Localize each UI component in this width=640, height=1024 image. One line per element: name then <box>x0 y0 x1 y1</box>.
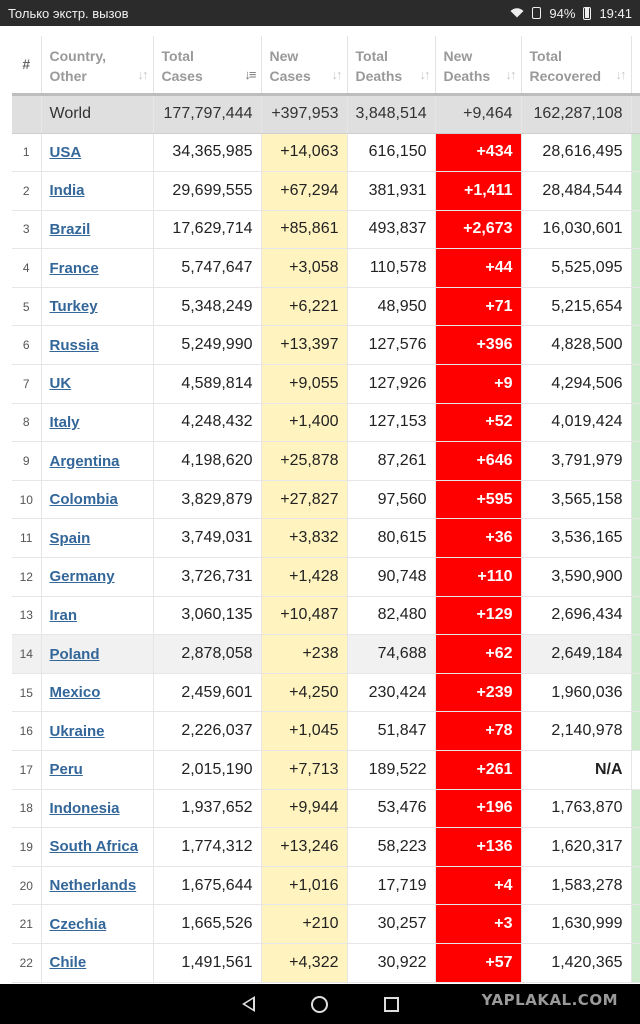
total-cases-cell: 17,629,714 <box>153 210 261 249</box>
country-link[interactable] <box>41 558 153 597</box>
country-link[interactable] <box>41 789 153 828</box>
new-deaths-cell: +595 <box>435 480 521 519</box>
status-bar <box>0 0 640 26</box>
new-deaths-cell: +62 <box>435 635 521 674</box>
web-page[interactable] <box>0 26 640 984</box>
country-name[interactable]: Russia <box>49 336 99 354</box>
total-recovered-cell: 2,649,184 <box>521 635 631 674</box>
table-row <box>12 751 640 790</box>
country-name[interactable]: Iran <box>49 606 78 624</box>
total-recovered-cell: 4,828,500 <box>521 326 631 365</box>
row-rank: 4 <box>12 249 41 288</box>
row-rank: 13 <box>12 596 41 635</box>
new-deaths-cell: +3 <box>435 905 521 944</box>
country-name[interactable]: Germany <box>49 568 115 586</box>
table-row <box>12 133 640 172</box>
new-cases-cell: +85,861 <box>261 210 347 249</box>
total-deaths-cell: 110,578 <box>347 249 435 288</box>
total-deaths-cell: 493,837 <box>347 210 435 249</box>
row-rank: 16 <box>12 712 41 751</box>
table-row <box>12 442 640 481</box>
row-edge <box>631 519 640 558</box>
total-recovered-cell: 4,294,506 <box>521 365 631 404</box>
new-deaths-cell: +396 <box>435 326 521 365</box>
total-recovered-cell: 28,616,495 <box>521 133 631 172</box>
row-edge <box>631 133 640 172</box>
country-link[interactable] <box>41 905 153 944</box>
country-name[interactable]: Italy <box>49 413 80 431</box>
country-link[interactable] <box>41 287 153 326</box>
total-cases-cell: 5,348,249 <box>153 287 261 326</box>
row-rank: 9 <box>12 442 41 481</box>
new-deaths-cell: +646 <box>435 442 521 481</box>
sort-icon[interactable]: ↓↑ <box>505 66 515 82</box>
world-edge <box>631 94 640 133</box>
sort-active-icon[interactable]: ↓≡ <box>244 66 255 82</box>
new-deaths-cell: +57 <box>435 943 521 982</box>
country-link[interactable] <box>41 133 153 172</box>
total-deaths-cell: 48,950 <box>347 287 435 326</box>
country-link[interactable] <box>41 866 153 905</box>
row-edge <box>631 943 640 982</box>
row-edge <box>631 172 640 211</box>
country-name[interactable]: South Africa <box>49 838 139 856</box>
new-deaths-cell: +196 <box>435 789 521 828</box>
new-deaths-cell: +110 <box>435 558 521 597</box>
total-recovered-cell: 16,030,601 <box>521 210 631 249</box>
country-name[interactable]: Netherlands <box>49 877 137 895</box>
country-name[interactable]: India <box>49 182 85 200</box>
country-link[interactable] <box>41 442 153 481</box>
country-link[interactable] <box>41 403 153 442</box>
new-cases-cell: +25,878 <box>261 442 347 481</box>
header-new-cases[interactable] <box>261 36 347 94</box>
row-rank: 5 <box>12 287 41 326</box>
new-cases-cell: +1,400 <box>261 403 347 442</box>
table-row <box>12 480 640 519</box>
country-name[interactable]: Turkey <box>49 298 98 316</box>
total-deaths-cell: 30,922 <box>347 943 435 982</box>
row-rank: 18 <box>12 789 41 828</box>
total-cases-cell: 1,491,561 <box>153 943 261 982</box>
country-name[interactable]: Brazil <box>49 220 91 238</box>
new-deaths-cell: +129 <box>435 596 521 635</box>
total-deaths-cell: 127,576 <box>347 326 435 365</box>
total-recovered-cell: 3,536,165 <box>521 519 631 558</box>
country-name[interactable]: Argentina <box>49 452 120 470</box>
total-deaths-cell: 87,261 <box>347 442 435 481</box>
new-cases-cell: +210 <box>261 905 347 944</box>
row-rank: 19 <box>12 828 41 867</box>
new-deaths-cell: +136 <box>435 828 521 867</box>
total-cases-cell: 5,249,990 <box>153 326 261 365</box>
header-total-recovered-line1: Total <box>529 48 562 64</box>
total-recovered-cell: 1,420,365 <box>521 943 631 982</box>
header-total-cases-line2: Cases <box>161 68 203 84</box>
row-edge <box>631 789 640 828</box>
new-cases-cell: +1,045 <box>261 712 347 751</box>
new-deaths-cell: +2,673 <box>435 210 521 249</box>
table-row <box>12 673 640 712</box>
country-link[interactable] <box>41 943 153 982</box>
table-row <box>12 905 640 944</box>
header-total-deaths-line2: Deaths <box>355 68 403 84</box>
total-cases-cell: 3,829,879 <box>153 480 261 519</box>
total-deaths-cell: 82,480 <box>347 596 435 635</box>
header-total-recovered-line2: Recovered <box>529 68 602 84</box>
table-row <box>12 866 640 905</box>
total-recovered-cell: 1,630,999 <box>521 905 631 944</box>
new-cases-cell: +9,055 <box>261 365 347 404</box>
new-cases-cell: +4,322 <box>261 943 347 982</box>
new-deaths-cell: +71 <box>435 287 521 326</box>
new-deaths-cell: +434 <box>435 133 521 172</box>
country-name[interactable]: USA <box>49 143 82 161</box>
country-name[interactable]: Czechia <box>49 915 107 933</box>
row-rank: 12 <box>12 558 41 597</box>
country-link[interactable] <box>41 480 153 519</box>
new-cases-cell: +27,827 <box>261 480 347 519</box>
new-deaths-cell: +78 <box>435 712 521 751</box>
total-cases-cell: 4,198,620 <box>153 442 261 481</box>
total-cases-cell: 1,774,312 <box>153 828 261 867</box>
world-rank <box>12 94 41 133</box>
row-edge <box>631 905 640 944</box>
table-row <box>12 789 640 828</box>
row-rank: 11 <box>12 519 41 558</box>
row-rank: 17 <box>12 751 41 790</box>
total-recovered-cell: N/A <box>521 751 631 790</box>
world-label: World <box>41 94 153 133</box>
total-recovered-cell: 3,590,900 <box>521 558 631 597</box>
sort-icon[interactable]: ↓↑ <box>419 66 429 82</box>
new-deaths-cell: +44 <box>435 249 521 288</box>
header-total-deaths[interactable] <box>347 36 435 94</box>
country-link[interactable] <box>41 172 153 211</box>
header-total-recovered[interactable] <box>521 36 631 94</box>
total-deaths-cell: 616,150 <box>347 133 435 172</box>
total-cases-cell: 1,675,644 <box>153 866 261 905</box>
country-name[interactable]: France <box>49 259 99 277</box>
header-new-cases-line1: New <box>269 48 299 64</box>
country-name[interactable]: Spain <box>49 529 91 547</box>
row-edge <box>631 365 640 404</box>
total-cases-cell: 2,015,190 <box>153 751 261 790</box>
new-cases-cell: +13,246 <box>261 828 347 867</box>
total-cases-cell: 4,248,432 <box>153 403 261 442</box>
table-row <box>12 287 640 326</box>
total-recovered-cell: 28,484,544 <box>521 172 631 211</box>
new-cases-cell: +3,058 <box>261 249 347 288</box>
world-total-recovered: 162,287,108 <box>521 94 631 133</box>
table-row <box>12 519 640 558</box>
new-cases-cell: +4,250 <box>261 673 347 712</box>
table-row <box>12 558 640 597</box>
row-edge <box>631 558 640 597</box>
table-row <box>12 596 640 635</box>
row-edge <box>631 635 640 674</box>
row-rank: 21 <box>12 905 41 944</box>
header-country[interactable] <box>41 36 153 94</box>
row-edge <box>631 828 640 867</box>
total-cases-cell: 29,699,555 <box>153 172 261 211</box>
total-cases-cell: 4,589,814 <box>153 365 261 404</box>
row-rank: 3 <box>12 210 41 249</box>
country-link[interactable] <box>41 249 153 288</box>
table-row <box>12 712 640 751</box>
country-name[interactable]: Peru <box>49 761 83 779</box>
country-link[interactable] <box>41 673 153 712</box>
total-recovered-cell: 3,565,158 <box>521 480 631 519</box>
new-cases-cell: +1,428 <box>261 558 347 597</box>
new-cases-cell: +14,063 <box>261 133 347 172</box>
header-rank: # <box>12 36 41 94</box>
country-link[interactable] <box>41 828 153 867</box>
total-cases-cell: 3,726,731 <box>153 558 261 597</box>
row-rank: 8 <box>12 403 41 442</box>
world-row <box>12 94 640 133</box>
country-name[interactable]: Indonesia <box>49 799 120 817</box>
new-cases-cell: +9,944 <box>261 789 347 828</box>
sort-icon[interactable]: ↓↑ <box>615 66 625 82</box>
total-deaths-cell: 230,424 <box>347 673 435 712</box>
total-recovered-cell: 1,763,870 <box>521 789 631 828</box>
total-deaths-cell: 58,223 <box>347 828 435 867</box>
new-deaths-cell: +261 <box>435 751 521 790</box>
row-edge <box>631 287 640 326</box>
total-deaths-cell: 127,926 <box>347 365 435 404</box>
table-row <box>12 365 640 404</box>
row-edge <box>631 751 640 790</box>
total-cases-cell: 5,747,647 <box>153 249 261 288</box>
table-row <box>12 828 640 867</box>
status-icons <box>510 6 632 21</box>
world-total-deaths: 3,848,514 <box>347 94 435 133</box>
row-edge <box>631 210 640 249</box>
total-cases-cell: 2,226,037 <box>153 712 261 751</box>
header-country-line2: Other <box>49 68 87 84</box>
header-new-deaths-line1: New <box>443 48 473 64</box>
new-cases-cell: +238 <box>261 635 347 674</box>
new-deaths-cell: +1,411 <box>435 172 521 211</box>
total-recovered-cell: 4,019,424 <box>521 403 631 442</box>
country-link[interactable] <box>41 751 153 790</box>
total-recovered-cell: 2,140,978 <box>521 712 631 751</box>
total-cases-cell: 1,937,652 <box>153 789 261 828</box>
total-recovered-cell: 3,791,979 <box>521 442 631 481</box>
carrier-text: Только экстр. вызов <box>8 5 129 21</box>
total-deaths-cell: 30,257 <box>347 905 435 944</box>
country-name[interactable]: Chile <box>49 954 87 972</box>
new-deaths-cell: +52 <box>435 403 521 442</box>
new-cases-cell: +3,832 <box>261 519 347 558</box>
total-deaths-cell: 189,522 <box>347 751 435 790</box>
new-cases-cell: +10,487 <box>261 596 347 635</box>
row-rank: 2 <box>12 172 41 211</box>
new-cases-cell: +7,713 <box>261 751 347 790</box>
clock: 19:41 <box>599 5 632 21</box>
new-cases-cell: +1,016 <box>261 866 347 905</box>
country-link[interactable] <box>41 326 153 365</box>
row-rank: 14 <box>12 635 41 674</box>
table-row <box>12 326 640 365</box>
new-deaths-cell: +4 <box>435 866 521 905</box>
total-deaths-cell: 381,931 <box>347 172 435 211</box>
table-row <box>12 210 640 249</box>
total-recovered-cell: 1,583,278 <box>521 866 631 905</box>
country-name[interactable]: Mexico <box>49 684 101 702</box>
total-deaths-cell: 74,688 <box>347 635 435 674</box>
row-rank: 20 <box>12 866 41 905</box>
new-deaths-cell: +9 <box>435 365 521 404</box>
row-edge <box>631 403 640 442</box>
home-icon[interactable] <box>311 996 328 1013</box>
back-icon[interactable] <box>242 996 255 1012</box>
row-rank: 7 <box>12 365 41 404</box>
total-cases-cell: 3,749,031 <box>153 519 261 558</box>
total-recovered-cell: 5,215,654 <box>521 287 631 326</box>
watermark: YAPLAKAL.COM <box>481 991 618 1009</box>
total-cases-cell: 34,365,985 <box>153 133 261 172</box>
header-new-deaths[interactable] <box>435 36 521 94</box>
table-row <box>12 172 640 211</box>
covid-stats-table <box>12 36 640 983</box>
world-total-cases: 177,797,444 <box>153 94 261 133</box>
country-link[interactable] <box>41 712 153 751</box>
battery-icon <box>583 7 591 20</box>
header-overflow <box>631 36 640 94</box>
new-cases-cell: +6,221 <box>261 287 347 326</box>
row-edge <box>631 249 640 288</box>
row-edge <box>631 442 640 481</box>
total-recovered-cell: 5,525,095 <box>521 249 631 288</box>
wifi-icon <box>510 8 524 18</box>
total-deaths-cell: 97,560 <box>347 480 435 519</box>
total-cases-cell: 1,665,526 <box>153 905 261 944</box>
row-rank: 10 <box>12 480 41 519</box>
new-cases-cell: +13,397 <box>261 326 347 365</box>
header-total-cases-line1: Total <box>161 48 194 64</box>
country-link[interactable] <box>41 519 153 558</box>
new-cases-cell: +67,294 <box>261 172 347 211</box>
row-edge <box>631 326 640 365</box>
new-deaths-cell: +36 <box>435 519 521 558</box>
total-deaths-cell: 127,153 <box>347 403 435 442</box>
header-new-deaths-line2: Deaths <box>443 68 491 84</box>
country-name[interactable]: UK <box>49 375 72 393</box>
battery-percent: 94% <box>549 5 576 21</box>
header-country-line1: Country, <box>49 48 107 64</box>
row-rank: 1 <box>12 133 41 172</box>
total-cases-cell: 2,878,058 <box>153 635 261 674</box>
row-edge <box>631 480 640 519</box>
total-deaths-cell: 90,748 <box>347 558 435 597</box>
row-rank: 22 <box>12 943 41 982</box>
total-recovered-cell: 1,620,317 <box>521 828 631 867</box>
row-edge <box>631 673 640 712</box>
recent-apps-icon[interactable] <box>384 997 399 1012</box>
table-row <box>12 403 640 442</box>
table-row <box>12 635 640 674</box>
country-link[interactable] <box>41 596 153 635</box>
sort-icon[interactable]: ↓↑ <box>137 66 147 82</box>
row-edge <box>631 712 640 751</box>
total-recovered-cell: 2,696,434 <box>521 596 631 635</box>
table-row <box>12 943 640 982</box>
table-row <box>12 249 640 288</box>
sort-icon[interactable]: ↓↑ <box>331 66 341 82</box>
row-edge <box>631 866 640 905</box>
total-recovered-cell: 1,960,036 <box>521 673 631 712</box>
country-link[interactable] <box>41 210 153 249</box>
total-deaths-cell: 17,719 <box>347 866 435 905</box>
world-new-cases: +397,953 <box>261 94 347 133</box>
header-total-cases[interactable] <box>153 36 261 94</box>
row-edge <box>631 596 640 635</box>
total-cases-cell: 2,459,601 <box>153 673 261 712</box>
total-deaths-cell: 51,847 <box>347 712 435 751</box>
country-name[interactable]: Colombia <box>49 491 118 509</box>
total-deaths-cell: 80,615 <box>347 519 435 558</box>
header-total-deaths-line1: Total <box>355 48 388 64</box>
total-deaths-cell: 53,476 <box>347 789 435 828</box>
table-header-row <box>12 36 640 94</box>
country-name[interactable]: Ukraine <box>49 722 105 740</box>
header-new-cases-line2: Cases <box>269 68 311 84</box>
world-new-deaths: +9,464 <box>435 94 521 133</box>
row-rank: 15 <box>12 673 41 712</box>
country-name[interactable]: Poland <box>49 645 100 663</box>
country-link[interactable] <box>41 365 153 404</box>
total-cases-cell: 3,060,135 <box>153 596 261 635</box>
sim-icon <box>532 7 541 19</box>
row-rank: 6 <box>12 326 41 365</box>
new-deaths-cell: +239 <box>435 673 521 712</box>
country-link[interactable] <box>41 635 153 674</box>
